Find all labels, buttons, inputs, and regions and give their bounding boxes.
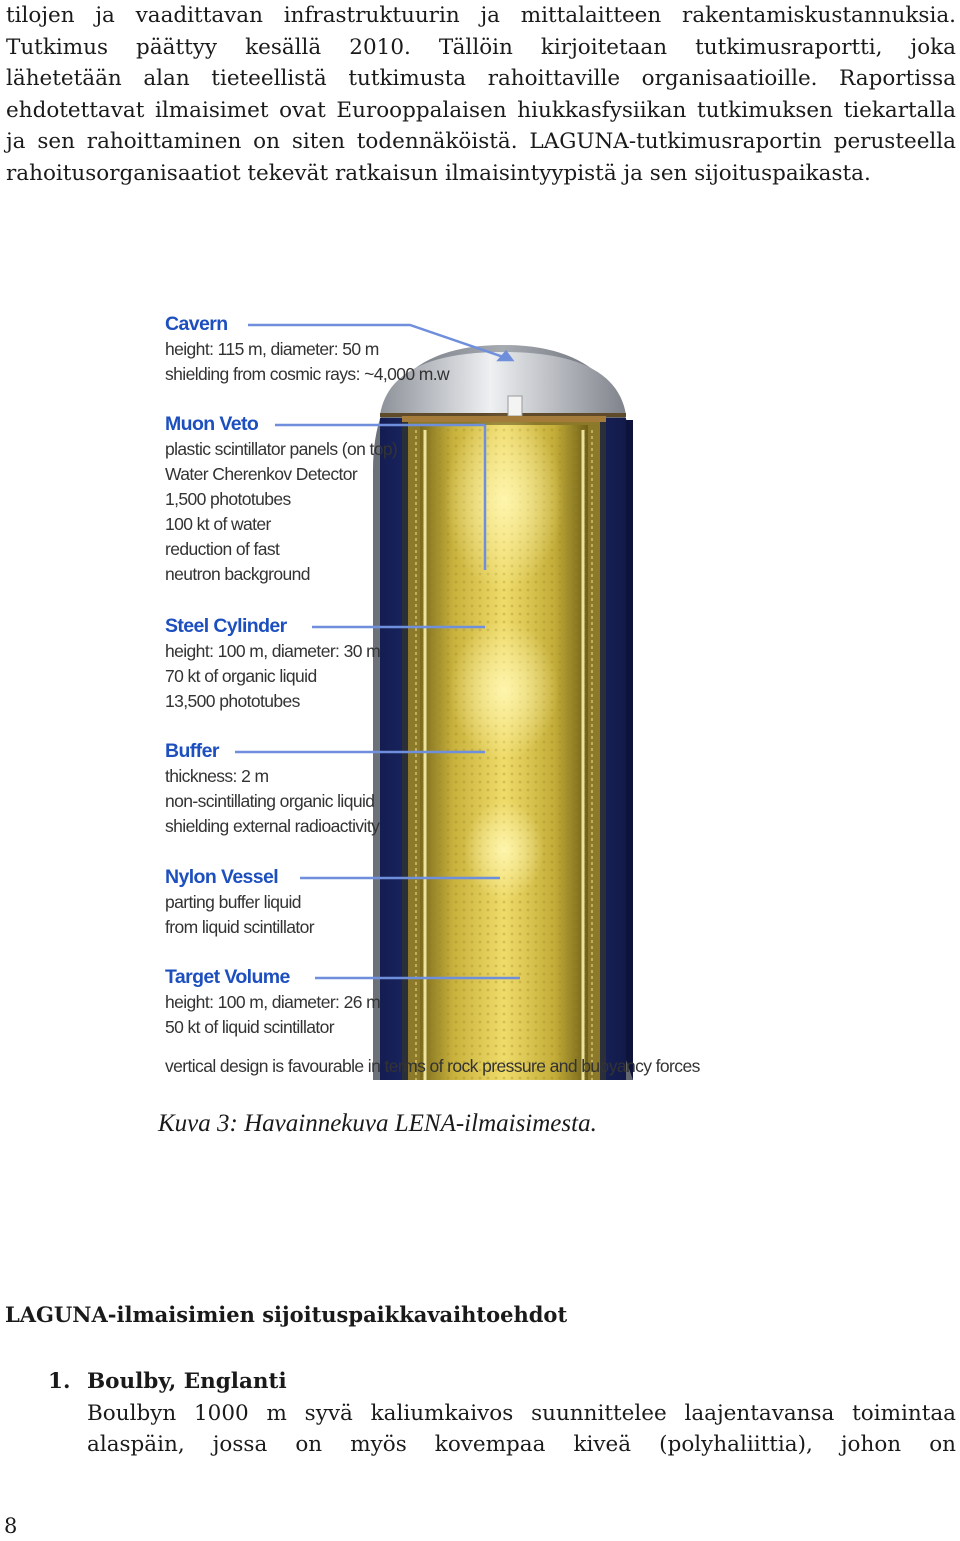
lena-detector-figure xyxy=(140,290,800,1090)
list-item-title: Boulby, Englanti xyxy=(87,1369,287,1394)
label-muon-veto xyxy=(165,412,397,587)
label-desc: shielding external radioactivity xyxy=(165,816,380,836)
intro-line: Tutkimus päättyy kesällä 2010. Tällöin kirjoitetaan tutkimusraportti, joka xyxy=(6,34,956,60)
glow-lower xyxy=(464,800,544,900)
label-desc: Water Cherenkov Detector xyxy=(165,464,358,484)
intro-line: ehdotettavat ilmaisimet ovat Eurooppalaisen hiukkasfysiikan tutkimuksen tiekartalla xyxy=(6,97,956,123)
intro-line: rahoitusorganisaatiot tekevät ratkaisun ilmaisintyypistä ja sen sijoituspaikasta. xyxy=(6,160,871,186)
list-item-line: alaspäin, jossa on myös kovempaa kiveä (polyhaliittia), johon on xyxy=(87,1432,956,1457)
intro-line: tilojen ja vaadittavan infrastruktuurin ja mittalaitteen rakentamiskustannuksia. xyxy=(6,3,956,28)
intro-line: ja sen rahoittaminen on siten todennäköistä. LAGUNA-tutkimusraportin perusteella xyxy=(6,129,956,154)
list-item-line: Boulbyn 1000 m syvä kaliumkaivos suunnittelee laajentavansa toimintaa xyxy=(87,1400,956,1426)
label-title: Target Volume xyxy=(165,966,290,988)
glow-middle xyxy=(449,620,559,760)
vertical-design-note: vertical design is favourable in terms of rock pressure and buoyancy forces xyxy=(165,1056,700,1076)
label-desc: 50 kt of liquid scintillator xyxy=(165,1017,334,1037)
label-title: Cavern xyxy=(165,313,228,335)
label-desc: height: 100 m, diameter: 26 m xyxy=(165,992,381,1012)
label-desc: from liquid scintillator xyxy=(165,917,314,937)
list-item-body xyxy=(87,1398,956,1461)
glow-top xyxy=(444,410,564,590)
intro-paragraph xyxy=(6,0,956,189)
label-title: Nylon Vessel xyxy=(165,866,279,888)
label-title: Muon Veto xyxy=(165,413,259,435)
label-desc: height: 115 m, diameter: 50 m xyxy=(165,339,379,359)
label-title: Buffer xyxy=(165,740,219,762)
intro-line: lähetetään alan tieteellistä tutkimusta rahoittaville organisaatioille. Raportissa xyxy=(6,66,956,91)
veto-edge xyxy=(626,420,633,1080)
label-desc: 100 kt of water xyxy=(165,514,271,534)
label-desc: thickness: 2 m xyxy=(165,766,269,786)
label-desc: height: 100 m, diameter: 30 m xyxy=(165,641,381,661)
label-desc: neutron background xyxy=(165,564,310,584)
list-number: 1. xyxy=(48,1369,71,1394)
label-desc: 13,500 phototubes xyxy=(165,691,300,711)
label-desc: parting buffer liquid xyxy=(165,892,301,912)
figure-caption: Kuva 3: Havainnekuva LENA-ilmaisimesta. xyxy=(158,1110,597,1137)
section-heading: LAGUNA-ilmaisimien sijoituspaikkavaihtoehdot xyxy=(5,1302,568,1327)
label-cavern xyxy=(165,312,449,387)
label-nylon-vessel xyxy=(165,865,314,940)
label-desc: 70 kt of organic liquid xyxy=(165,666,317,686)
top-deck xyxy=(402,416,606,422)
label-buffer xyxy=(165,739,379,839)
label-desc: 1,500 phototubes xyxy=(165,489,291,509)
label-desc: reduction of fast xyxy=(165,539,280,559)
label-title: Steel Cylinder xyxy=(165,615,287,637)
label-desc: plastic scintillator panels (on top) xyxy=(165,439,398,459)
label-steel-cylinder xyxy=(165,614,380,714)
page-number: 8 xyxy=(4,1514,18,1538)
label-desc: non-scintillating organic liquid xyxy=(165,791,375,811)
label-target-volume xyxy=(165,965,380,1040)
label-desc: shielding from cosmic rays: ~4,000 m.w xyxy=(165,364,450,384)
